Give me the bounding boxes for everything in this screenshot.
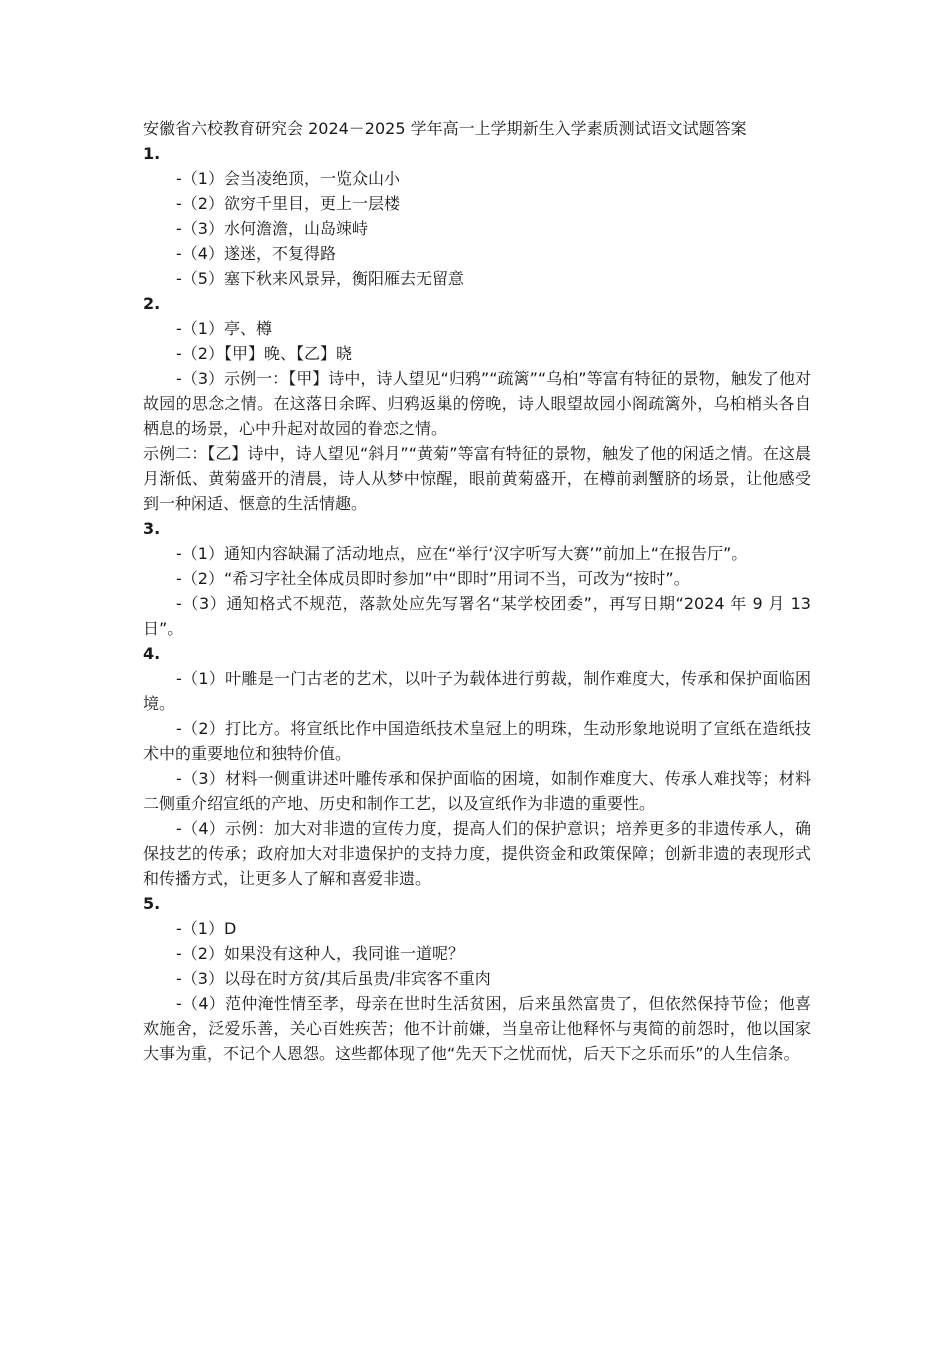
answer-item: -（2）如果没有这种人，我同谁一道呢？ bbox=[176, 944, 464, 963]
answer-item: -（2）打比方。将宣纸比作中国造纸技术皇冠上的明珠，生动形象地说明了宣纸在造纸技术中的重要地位和独特价值。 bbox=[143, 719, 811, 763]
question-3 bbox=[143, 516, 811, 641]
answer-item: -（4）遂迷，不复得路 bbox=[176, 244, 336, 263]
answer-item: -（1）通知内容缺漏了活动地点，应在“举行‘汉字听写大赛’”前加上“在报告厅”。 bbox=[176, 544, 748, 563]
answer-item: -（1）D bbox=[176, 919, 237, 938]
answer-continuation: 示例二：【乙】诗中，诗人望见“斜月”“黄菊”等富有特征的景物，触发了他的闲适之情。在这晨月渐低、黄菊盛开的清晨，诗人从梦中惊醒，眼前黄菊盛开，在樽前剥蟹脐的场景，让他感受到一种闲适、惬意的生活情趣。 bbox=[143, 444, 811, 513]
answer-item: -（3）材料一侧重讲述叶雕传承和保护面临的困境，如制作难度大、传承人难找等；材料二侧重介绍宣纸的产地、历史和制作工艺，以及宣纸作为非遗的重要性。 bbox=[143, 769, 811, 813]
question-2 bbox=[143, 291, 811, 516]
answer-item: -（2）欲穷千里目，更上一层楼 bbox=[176, 194, 400, 213]
answer-item: -（3）通知格式不规范，落款处应先写署名“某学校团委”，再写日期“2024 年 9 月 13 日”。 bbox=[143, 594, 811, 638]
answer-item: -（3）水何澹澹，山岛竦峙 bbox=[176, 219, 368, 238]
answer-item: -（1）会当凌绝顶，一览众山小 bbox=[176, 169, 400, 188]
question-number: 2. bbox=[143, 294, 161, 313]
answer-document bbox=[143, 116, 811, 1066]
answer-item: -（1）叶雕是一门古老的艺术，以叶子为载体进行剪裁，制作难度大，传承和保护面临困境。 bbox=[143, 669, 811, 713]
answer-item: -（2）【甲】晚、【乙】晓 bbox=[176, 344, 352, 363]
answer-item: -（3）以母在时方贫/其后虽贵/非宾客不重肉 bbox=[176, 969, 491, 988]
question-number: 3. bbox=[143, 519, 161, 538]
question-number: 4. bbox=[143, 644, 161, 663]
answer-item: -（4）范仲淹性情至孝，母亲在世时生活贫困，后来虽然富贵了，但依然保持节俭；他喜欢施舍，泛爱乐善，关心百姓疾苦；他不计前嫌，当皇帝让他释怀与夷简的前怨时，他以国家大事为重，不记个人恩怨。这些都体现了他“先天下之忧而忧，后天下之乐而乐”的人生信条。 bbox=[143, 994, 811, 1063]
answer-item: -（4）示例：加大对非遗的宣传力度，提高人们的保护意识；培养更多的非遗传承人，确保技艺的传承；政府加大对非遗保护的支持力度，提供资金和政策保障；创新非遗的表现形式和传播方式，让更多人了解和喜爱非遗。 bbox=[143, 819, 811, 888]
answer-item: -（3）示例一：【甲】诗中，诗人望见“归鸦”“疏篱”“乌桕”等富有特征的景物，触发了他对故园的思念之情。在这落日余晖、归鸦返巢的傍晚，诗人眼望故园小阁疏篱外，乌桕梢头各自栖息的场景，心中升起对故园的眷恋之情。 bbox=[143, 369, 811, 438]
document-title: 安徽省六校教育研究会 2024－2025 学年高一上学期新生入学素质测试语文试题答案 bbox=[143, 119, 747, 138]
answer-item: -（2）“希习字社全体成员即时参加”中“即时”用词不当，可改为“按时”。 bbox=[176, 569, 690, 588]
answer-item: -（1）亭、樽 bbox=[176, 319, 272, 338]
question-1 bbox=[143, 141, 811, 291]
question-number: 1. bbox=[143, 144, 161, 163]
question-number: 5. bbox=[143, 894, 161, 913]
question-5 bbox=[143, 891, 811, 1066]
question-4 bbox=[143, 641, 811, 891]
answer-item: -（5）塞下秋来风景异，衡阳雁去无留意 bbox=[176, 269, 464, 288]
